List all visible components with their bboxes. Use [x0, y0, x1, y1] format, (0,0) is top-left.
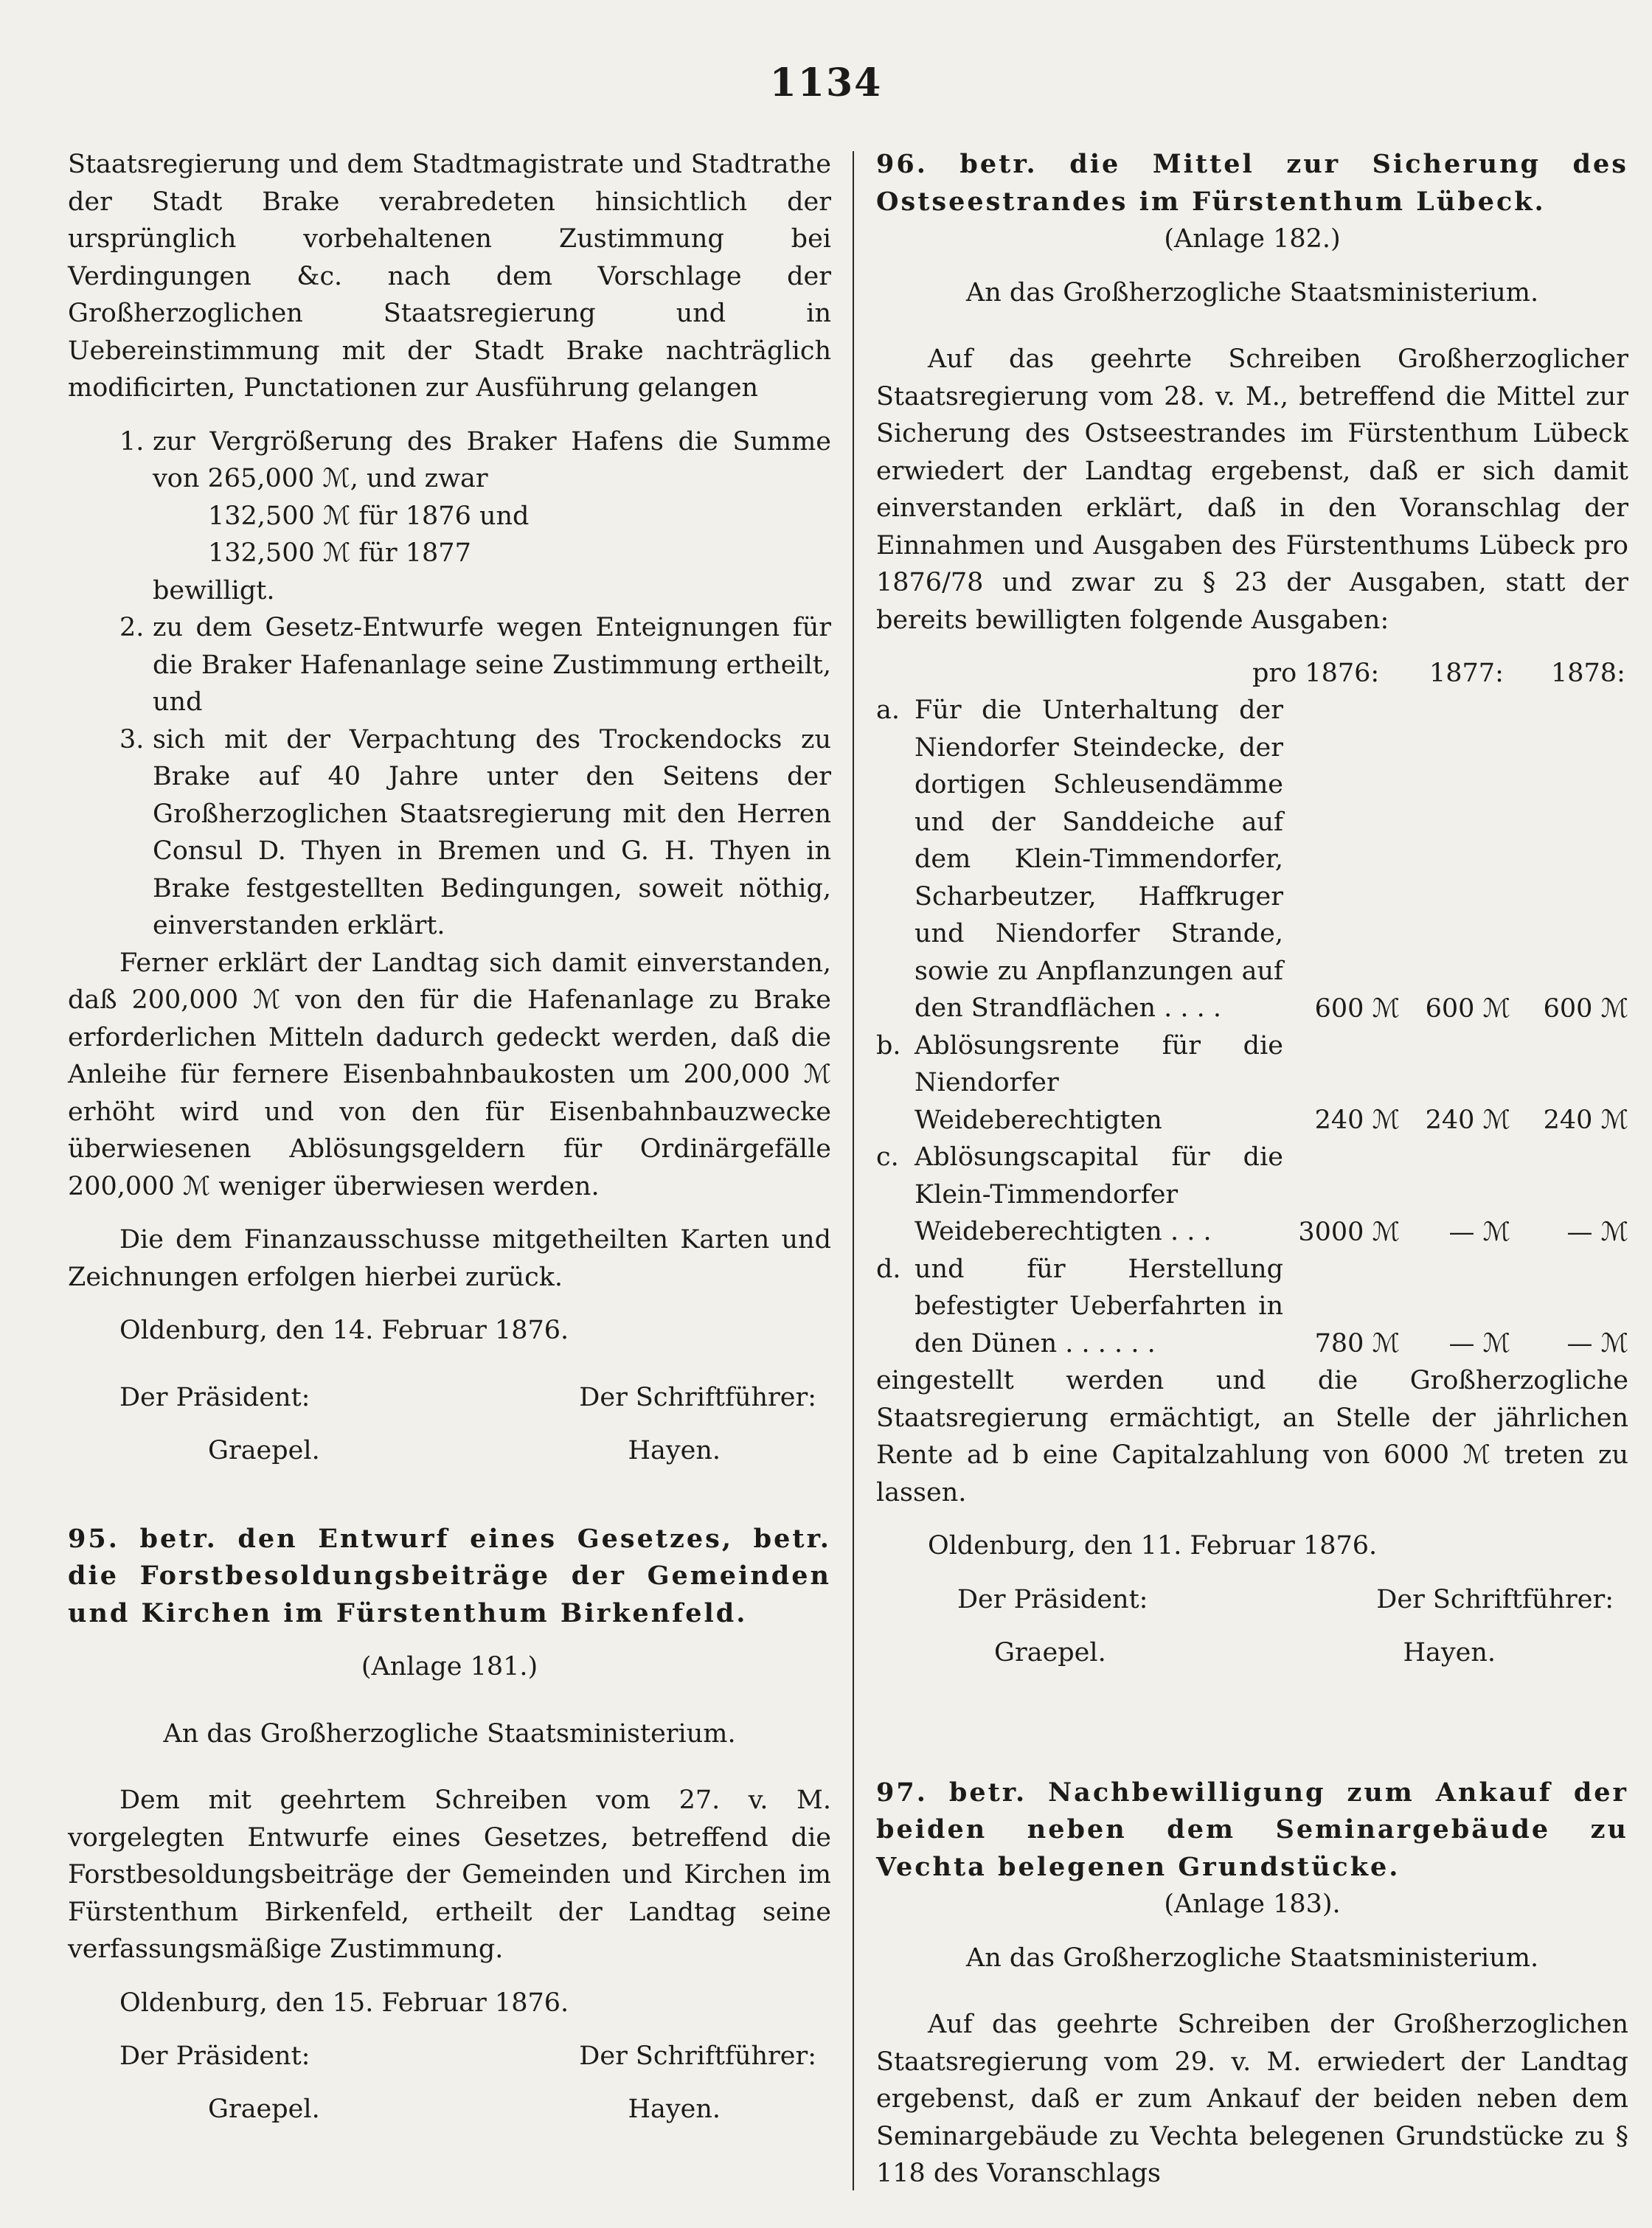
- header-1877: 1877:: [1429, 659, 1504, 688]
- president-name: Graepel.: [208, 1435, 320, 1465]
- section-96-tail: eingestellt werden und die Großherzogliche Staatsregierung ermächtigt, an Stelle der jährlichen Rente ad b eine Capitalzahlung von 6000 ℳ treten zu lassen.: [876, 1366, 1628, 1507]
- president-title: Der Präsident:: [119, 2041, 310, 2071]
- president-name: Graepel.: [994, 1637, 1106, 1667]
- item-letter: b.: [876, 1030, 901, 1061]
- president-title: Der Präsident:: [119, 1382, 310, 1412]
- karten-paragraph: Die dem Finanzausschusse mitgetheilten Karten und Zeichnungen erfolgen hierbei zurück.: [68, 1225, 831, 1292]
- amount-1876: 780 ℳ: [1314, 1329, 1400, 1358]
- signature-names: [68, 1432, 831, 1469]
- amount-1877: 600 ℳ: [1425, 993, 1510, 1024]
- section-96-addressee: An das Großherzogliche Staatsministerium.: [965, 277, 1539, 308]
- list-text: zu dem Gesetz-Entwurfe wegen Enteignungen für die Braker Hafenanlage seine Zustimmung ertheilt, und: [153, 613, 831, 717]
- section-97-anlage: (Anlage 183).: [1164, 1889, 1341, 1919]
- amount-1878: — ℳ: [1566, 1217, 1628, 1247]
- intro-paragraph: Staatsregierung und dem Stadtmagistrate und Stadtrathe der Stadt Brake verabredeten hinsichtlich der ursprünglich vorbehaltenen Zustimmung bei Verdingungen &c. nach dem Vorschlage der Großherzoglichen Staatsregierung und in Uebereinstimmung mit der Stadt Brake nachträglich modificirten, Punctationen zur Ausführung gelangen: [68, 150, 831, 403]
- list-number: 3.: [119, 724, 145, 754]
- amount-1877: — ℳ: [1448, 1329, 1510, 1358]
- date-line: Oldenburg, den 14. Februar 1876.: [119, 1316, 569, 1345]
- secretary-title: Der Schriftführer:: [579, 2041, 816, 2071]
- section-95-body: Dem mit geehrtem Schreiben vom 27. v. M. vorgelegten Entwurfe eines Gesetzes, betreffend die Forstbesoldungsbeiträge der Gemeinden und Kirchen im Fürstenthum Birkenfeld, ertheilt der Landtag seine verfassungsmäßige Zustimmung.: [68, 1785, 831, 1964]
- president-title: Der Präsident:: [957, 1584, 1148, 1614]
- date-line: Oldenburg, den 15. Februar 1876.: [119, 1988, 569, 2018]
- secretary-name: Hayen.: [628, 1435, 721, 1465]
- right-column: [876, 146, 1628, 2193]
- signature-titles: [68, 2038, 831, 2075]
- expense-item: [876, 1027, 1628, 1139]
- section-95-addressee: An das Großherzogliche Staatsministerium.: [163, 1718, 736, 1749]
- header-1878: 1878:: [1551, 659, 1625, 688]
- page-number: 1134: [769, 60, 883, 105]
- amount-1876: 600 ℳ: [1314, 993, 1400, 1024]
- list-text: sich mit der Verpachtung des Trockendocks zu Brake auf 40 Jahre unter den Seitens der Großherzoglichen Staatsregierung mit den Herren Consul D. Thyen in Bremen und G. H. Thyen in Brake festgestellten Bedingungen, soweit nöthig, einverstanden erklärt.: [153, 724, 831, 940]
- amount-1876: 240 ℳ: [1314, 1106, 1400, 1135]
- section-96-heading: 96. betr. die Mittel zur Sicherung des Ostseestrandes im Fürstenthum Lübeck.: [876, 149, 1628, 217]
- section-96-anlage: (Anlage 182.): [1164, 224, 1341, 254]
- section-95-heading: 95. betr. den Entwurf eines Gesetzes, betr. die Forstbesoldungsbeiträge der Gemeinden und Kirchen im Fürstenthum Birkenfeld.: [68, 1523, 831, 1628]
- amount-1877: 240 ℳ: [1425, 1106, 1510, 1135]
- signature-names: [876, 1634, 1628, 1671]
- item-description: und für Herstellung befestigter Ueberfahrten in den Dünen . . . . . .: [914, 1254, 1283, 1358]
- signature-titles: [876, 1581, 1628, 1618]
- amount-1877: 132,500 ℳ für 1877: [208, 538, 471, 568]
- column-divider: [853, 151, 854, 2190]
- section-97-addressee: An das Großherzogliche Staatsministerium.: [965, 1943, 1539, 1973]
- item-description: Ablösungscapital für die Klein-Timmendorfer Weideberechtigten . . .: [914, 1142, 1283, 1246]
- signature-names: [68, 2091, 831, 2128]
- item-letter: d.: [876, 1254, 901, 1284]
- president-name: Graepel.: [208, 2095, 320, 2124]
- expense-table-header: [876, 655, 1628, 692]
- date-line: Oldenburg, den 11. Februar 1876.: [928, 1531, 1378, 1561]
- section-95-anlage: (Anlage 181.): [361, 1652, 538, 1682]
- section-97-body: Auf das geehrte Schreiben der Großherzoglichen Staatsregierung vom 29. v. M. erwiedert der Landtag ergebenst, daß er zum Ankauf der beiden neben dem Seminargebäude zu Vechta belegenen Grundstücke zu § 118 des Voranschlags: [876, 2010, 1628, 2188]
- item-description: Für die Unterhaltung der Niendorfer Steindecke, der dortigen Schleusendämme und der Sanddeiche auf dem Klein-Timmendorfer, Scharbeutzer, Haffkruger und Niendorfer Strande, sowie zu Anpflanzungen auf den Strandflächen . . . .: [914, 695, 1283, 1023]
- amount-1878: 240 ℳ: [1543, 1106, 1628, 1135]
- list-tail: bewilligt.: [153, 575, 275, 605]
- section-96-body: Auf das geehrte Schreiben Großherzoglicher Staatsregierung vom 28. v. M., betreffend die Mittel zur Sicherung des Ostseestrandes im Fürstenthum Lübeck erwiedert der Landtag ergebenst, daß er sich damit einverstanden erklärt, daß in den Voranschlag der Einnahmen und Ausgaben des Fürstenthums Lübeck pro 1876/78 und zwar zu § 23 der Ausgaben, statt der bereits bewilligten folgende Ausgaben:: [876, 344, 1628, 635]
- left-column: [68, 146, 831, 2128]
- list-text: zur Vergrößerung des Braker Hafens die Summe von 265,000 ℳ, und zwar: [153, 426, 831, 493]
- secretary-name: Hayen.: [628, 2095, 721, 2124]
- item-letter: a.: [876, 695, 900, 725]
- amount-1877: — ℳ: [1448, 1217, 1510, 1247]
- amount-1876: 132,500 ℳ für 1876 und: [208, 501, 530, 531]
- ferner-paragraph: Ferner erklärt der Landtag sich damit einverstanden, daß 200,000 ℳ von den für die Hafenanlage zu Brake erforderlichen Mitteln dadurch gedeckt werden, daß die Anleihe für fernere Eisenbahnbaukosten um 200,000 ℳ erhöht wird und von den für Eisenbahnbauzwecke überwiesenen Ablösungsgeldern für Ordinärgefälle 200,000 ℳ weniger überwiesen werden.: [68, 948, 831, 1201]
- list-item-1: [68, 423, 831, 498]
- secretary-title: Der Schriftführer:: [579, 1382, 816, 1412]
- section-97-heading: 97. betr. Nachbewilligung zum Ankauf der beiden neben dem Seminargebäude zu Vechta belegenen Grundstücke.: [876, 1777, 1628, 1882]
- list-item-2: [68, 609, 831, 721]
- signature-titles: [68, 1379, 831, 1416]
- amount-1878: — ℳ: [1566, 1329, 1628, 1358]
- expense-item: [876, 1139, 1628, 1251]
- list-number: 2.: [119, 613, 145, 642]
- item-description: Ablösungsrente für die Niendorfer Weideberechtigten: [914, 1030, 1283, 1135]
- header-pro-1876: pro 1876:: [1252, 659, 1380, 688]
- item-letter: c.: [876, 1142, 899, 1172]
- expense-item: [876, 692, 1628, 1027]
- expense-item: [876, 1251, 1628, 1363]
- amount-1878: 600 ℳ: [1543, 993, 1628, 1024]
- secretary-name: Hayen.: [1403, 1637, 1496, 1667]
- amount-1876: 3000 ℳ: [1298, 1217, 1400, 1247]
- list-item-3: [68, 721, 831, 945]
- list-number: 1.: [119, 426, 145, 457]
- secretary-title: Der Schriftführer:: [1376, 1584, 1614, 1614]
